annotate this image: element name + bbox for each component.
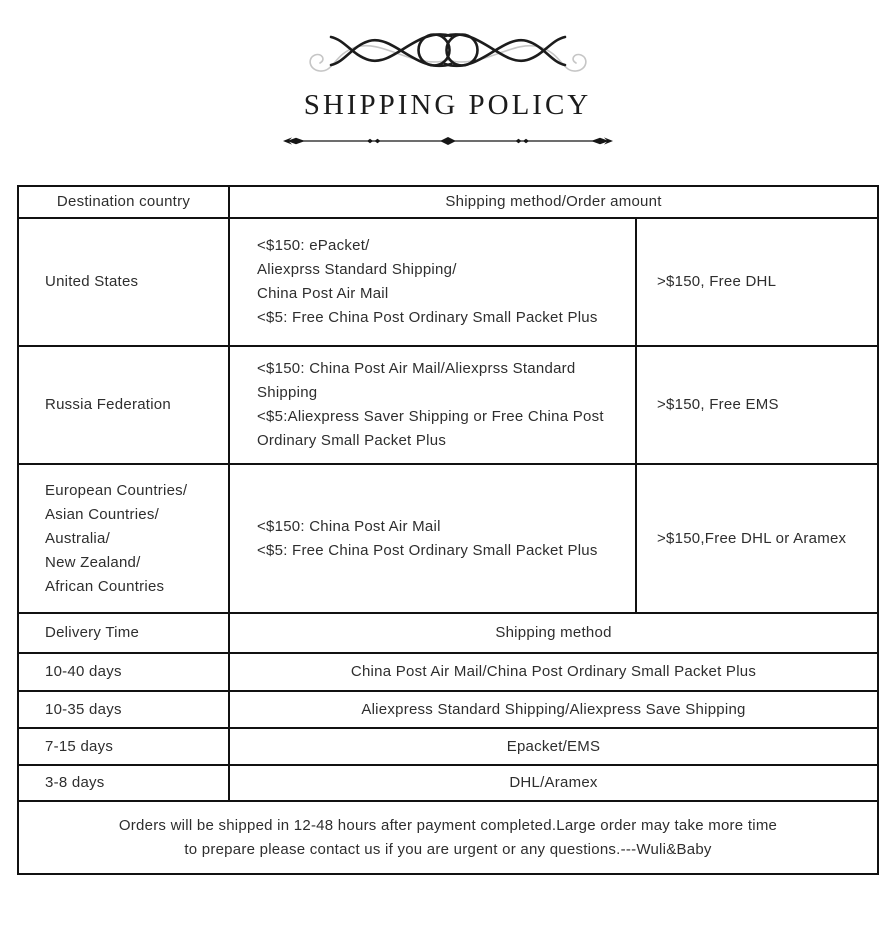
header-destination-country: Destination country xyxy=(18,186,229,218)
method-cell xyxy=(229,218,636,346)
method-cell xyxy=(229,464,636,613)
flourish-icon xyxy=(303,22,593,84)
method-line: China Post Air Mail xyxy=(257,285,389,302)
footer-note-cell xyxy=(18,801,878,874)
country-line: European Countries/ xyxy=(45,481,188,499)
amount-cell: >$150,Free DHL or Aramex xyxy=(636,464,878,613)
amount-cell: >$150, Free DHL xyxy=(636,218,878,346)
method-cell xyxy=(229,346,636,464)
delivery-method-cell: Epacket/EMS xyxy=(229,728,878,765)
header-shipping-method: Shipping method/Order amount xyxy=(229,186,878,218)
delivery-time-cell: 7-15 days xyxy=(18,728,229,765)
method-line: <$150: ePacket/ xyxy=(257,237,370,254)
delivery-row xyxy=(18,653,878,691)
country-line: New Zealand/ xyxy=(45,553,141,571)
country-line: Asian Countries/ xyxy=(45,505,160,523)
country-cell xyxy=(18,218,229,346)
table-header-row xyxy=(18,186,878,218)
delivery-row xyxy=(18,691,878,728)
country-line: Russia Federation xyxy=(45,396,171,413)
method-line: <$5: Free China Post Ordinary Small Packet Plus xyxy=(257,541,598,559)
method-line: <$150: China Post Air Mail/Aliexprss Standard Shipping xyxy=(257,360,576,401)
method-line: <$5: Free China Post Ordinary Small Packet Plus xyxy=(257,309,598,326)
footer-note-row xyxy=(18,801,878,874)
delivery-time-cell: 3-8 days xyxy=(18,765,229,801)
divider-icon xyxy=(283,134,613,148)
country-line: United States xyxy=(45,273,139,290)
delivery-time-cell: 10-40 days xyxy=(18,653,229,691)
delivery-time-cell: 10-35 days xyxy=(18,691,229,728)
shipping-policy-table xyxy=(17,185,879,875)
page-title: SHIPPING POLICY xyxy=(303,89,592,121)
country-row-russia-federation xyxy=(18,346,878,464)
country-row-european-countries xyxy=(18,464,878,613)
amount-cell: >$150, Free EMS xyxy=(636,346,878,464)
footer-note-line-2: to prepare please contact us if you are urgent or any questions.---Wuli&Baby xyxy=(184,840,712,858)
country-row-united-states xyxy=(18,218,878,346)
method-line: Aliexprss Standard Shipping/ xyxy=(257,261,457,278)
country-cell xyxy=(18,464,229,613)
country-line: Australia/ xyxy=(45,529,111,547)
country-cell xyxy=(18,346,229,464)
delivery-method-cell: DHL/Aramex xyxy=(229,765,878,801)
delivery-row xyxy=(18,765,878,801)
delivery-header-row xyxy=(18,613,878,653)
method-line: <$5:Aliexpress Saver Shipping or Free China Post Ordinary Small Packet Plus xyxy=(257,408,604,449)
delivery-method-cell: China Post Air Mail/China Post Ordinary Small Packet Plus xyxy=(229,653,878,691)
shipping-method-header: Shipping method xyxy=(229,613,878,653)
method-line: <$150: China Post Air Mail xyxy=(257,517,441,535)
footer-note-line-1: Orders will be shipped in 12-48 hours after payment completed.Large order may take more time xyxy=(118,816,778,834)
delivery-row xyxy=(18,728,878,765)
delivery-time-header: Delivery Time xyxy=(18,613,229,653)
country-line: African Countries xyxy=(45,577,165,595)
delivery-method-cell: Aliexpress Standard Shipping/Aliexpress Save Shipping xyxy=(229,691,878,728)
